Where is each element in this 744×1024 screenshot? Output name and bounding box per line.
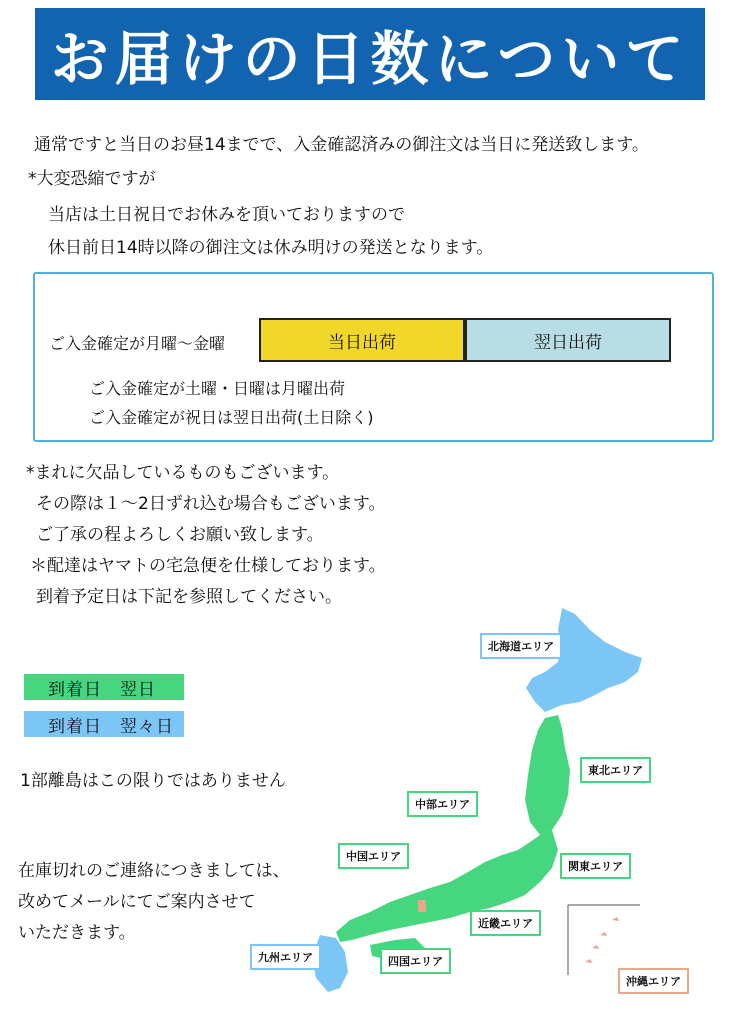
intro-line-4: 休日前日14時以降の御注文は休み明けの発送となります。 [48,238,494,258]
next-day-badge: 翌日出荷 [465,318,671,362]
legend-next-day: 到着日 翌日 [24,674,184,700]
shipping-schedule-box [33,272,714,442]
okinawa-inset-frame [568,905,640,975]
kanto-area-label: 関東エリア [560,853,631,879]
islands-note: 1部離島はこの限りではありません [20,771,286,791]
intro-line-2: *大変恐縮ですが [28,169,156,189]
chugoku-area-label: 中国エリア [338,843,409,869]
note-line-1: *まれに欠品しているものもございます。 [26,463,340,483]
intro-line-1: 通常ですと当日のお昼14までで、入金確認済みの御注文は当日に発送致します。 [34,135,649,155]
weekday-label: ご入金確定が月曜～金曜 [49,334,226,353]
note-line-5: 到着予定日は下記を参照してください。 [36,587,342,607]
chubu-area-label: 中部エリア [407,791,478,817]
stock-note-line-3: いただきます。 [18,923,136,943]
kyushu-area-label: 九州エリア [250,944,321,970]
tohoku-area-label: 東北エリア [580,757,651,783]
tohoku-region [525,715,570,835]
shikoku-area-label: 四国エリア [380,948,451,974]
awaji-island [418,900,426,912]
weekend-note: ご入金確定が土曜・日曜は月曜出荷 [89,379,346,398]
page-title: お届けの日数について [35,8,705,100]
note-line-2: その際は１～2日ずれ込む場合もございます。 [36,494,386,514]
note-line-3: ご了承の程よろしくお願い致します。 [36,525,324,545]
okinawa-islands [585,917,619,963]
note-line-4: ＊配達はヤマトの宅急便を仕様しております。 [30,556,386,576]
legend-two-days: 到着日 翌々日 [24,711,184,737]
stock-note-line-1: 在庫切れのご連絡につきましては、 [18,861,290,881]
hokkaido-region [526,608,642,712]
same-day-badge: 当日出荷 [259,318,465,362]
hokkaido-area-label: 北海道エリア [480,633,562,659]
okinawa-area-label: 沖縄エリア [618,968,689,994]
kinki-area-label: 近畿エリア [470,910,541,936]
intro-line-3: 当店は土日祝日でお休みを頂いておりますので [48,205,405,225]
holiday-note: ご入金確定が祝日は翌日出荷(土日除く) [89,408,374,427]
stock-note-line-2: 改めてメールにてご案内させて [18,892,256,912]
